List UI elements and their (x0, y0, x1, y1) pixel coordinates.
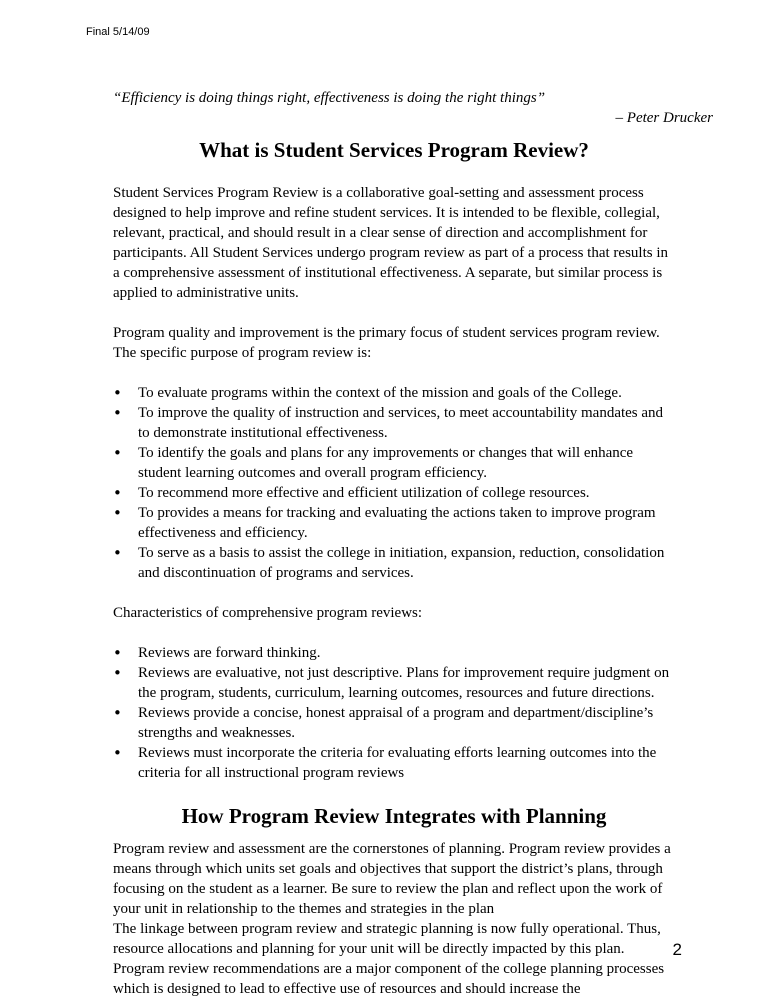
section-title-program-review: What is Student Services Program Review? (199, 138, 589, 162)
planning-paragraph-part1: Program review and assessment are the cornerstones of planning. Program review provides a means through which units set goals and objectives that support the district’s plans, through focusing on the student as a learner. Be sure to review the plan and reflect upon the work of your unit in relationship to the themes and strategies in the plan (113, 841, 671, 917)
quote-author: – Peter Drucker (615, 110, 713, 126)
list-item: • To serve as a basis to assist the college in initiation, expansion, reduction, consolidation and discontinuation of programs and services. (113, 543, 675, 583)
quote-text: “Efficiency is doing things right, effectiveness is doing the right things” (113, 90, 546, 106)
section-title-planning: How Program Review Integrates with Planning (181, 804, 607, 828)
list-item: • To improve the quality of instruction and services, to meet accountability mandates and to demonstrate institutional effectiveness. (113, 403, 675, 443)
list-item: • To provides a means for tracking and evaluating the actions taken to improve program effectiveness and efficiency. (113, 503, 675, 543)
planning-paragraph-part2: The linkage between program review and strategic planning is now fully operational. Thus, resource allocations and planning for your unit will be directly impacted by this plan. Program review recommendations are a major component of the college planning processes which is designed to lead to effective use of resources and should increase the (113, 921, 665, 997)
intro-paragraph: Student Services Program Review is a collaborative goal-setting and assessment process designed to help improve and refine student services. It is intended to be flexible, collegial, relevant, practical, and should result in a clear sense of direction and accomplishment for participants. All Student Services undergo program review as part of a process that results in a comprehensive assessment of institutional effectiveness. A separate, but similar process is applied to administrative units. (113, 185, 668, 301)
characteristics-intro-paragraph: Characteristics of comprehensive program reviews: (113, 605, 423, 621)
list-item: • Reviews are evaluative, not just descriptive. Plans for improvement require judgment on the program, students, curriculum, learning outcomes, resources and future directions. (113, 663, 675, 703)
list-item: • Reviews are forward thinking. (113, 643, 675, 663)
list-item: • To identify the goals and plans for any improvements or changes that will enhance student learning outcomes and overall program efficiency. (113, 443, 675, 483)
epigraph-quote (113, 88, 713, 128)
document-body (113, 137, 675, 999)
purpose-list (113, 383, 675, 583)
list-item: • To recommend more effective and efficient utilization of college resources. (113, 483, 675, 503)
list-item: • Reviews provide a concise, honest appraisal of a program and department/discipline’s strengths and weaknesses. (113, 703, 675, 743)
purpose-intro-paragraph: Program quality and improvement is the primary focus of student services program review. The specific purpose of program review is: (113, 325, 660, 361)
characteristics-list (113, 643, 675, 783)
page-header: Final 5/14/09 (86, 26, 150, 38)
planning-paragraph (113, 839, 675, 999)
page-number: 2 (672, 940, 682, 959)
list-item: • Reviews must incorporate the criteria for evaluating efforts learning outcomes into the criteria for all instructional program reviews (113, 743, 675, 783)
list-item: • To evaluate programs within the context of the mission and goals of the College. (113, 383, 675, 403)
